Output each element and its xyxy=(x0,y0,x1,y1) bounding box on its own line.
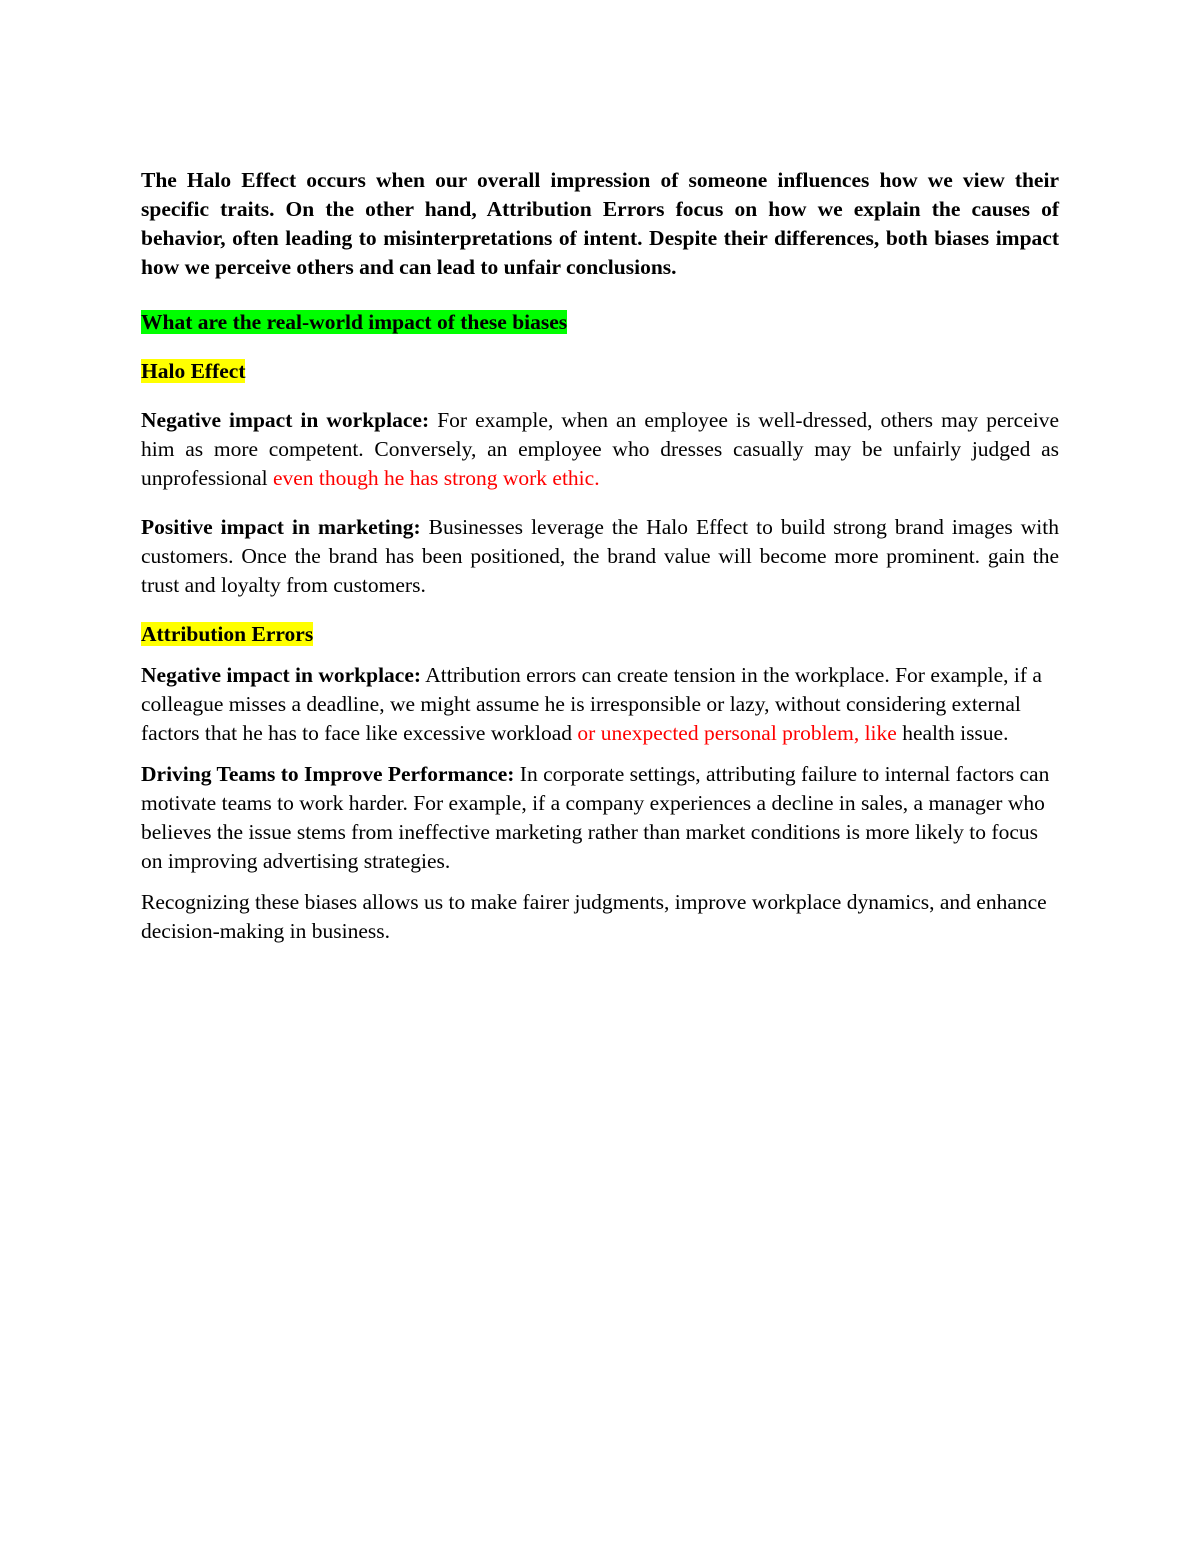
halo-effect-heading-text: Halo Effect xyxy=(141,359,246,383)
attribution-errors-heading-text: Attribution Errors xyxy=(141,622,314,646)
attribution-negative-red-text: or unexpected personal problem, like xyxy=(577,721,897,745)
attribution-negative-tail: health issue. xyxy=(896,721,1009,745)
halo-positive-paragraph xyxy=(141,513,1059,600)
halo-negative-red-text: even though he has strong work ethic. xyxy=(272,466,600,490)
driving-teams-label: Driving Teams to Improve Performance: xyxy=(141,762,515,786)
attribution-negative-label: Negative impact in workplace: xyxy=(141,663,422,687)
main-heading-text: What are the real-world impact of these biases xyxy=(141,310,568,334)
driving-teams-text: In corporate settings, attributing failure to internal factors can motivate teams to work harder. For example, if a company experiences a decline in sales, a manager who believes the issue stems from ineffective marketing rather than market conditions is more likely to focus on improving advertising strategies. xyxy=(141,762,1050,873)
halo-negative-paragraph xyxy=(141,406,1059,493)
halo-positive-text: Businesses leverage the Halo Effect to build strong brand images with customers. Once the brand has been positioned, the brand value will become more prominent. gain the trust and loyalty from customers. xyxy=(141,515,1059,597)
attribution-negative-text: Attribution errors can create tension in the workplace. For example, if a colleague misses a deadline, we might assume he is irresponsible or lazy, without considering external factors that he has to face like excessive workload xyxy=(141,663,1042,745)
halo-effect-heading xyxy=(141,357,1059,386)
halo-positive-label: Positive impact in marketing: xyxy=(141,515,421,539)
document-page xyxy=(141,166,1059,946)
conclusion-paragraph: Recognizing these biases allows us to make fairer judgments, improve workplace dynamics, and enhance decision-making in business. xyxy=(141,890,1047,943)
attribution-negative-paragraph xyxy=(141,661,1059,748)
driving-teams-paragraph xyxy=(141,760,1059,876)
attribution-errors-heading xyxy=(141,620,1059,649)
halo-negative-text: For example, when an employee is well-dressed, others may perceive him as more competent. Conversely, an employee who dresses casually may be unfairly judged as unprofessional xyxy=(141,408,1059,490)
intro-paragraph: The Halo Effect occurs when our overall impression of someone influences how we view their specific traits. On the other hand, Attribution Errors focus on how we explain the causes of behavior, often leading to misinterpretations of intent. Despite their differences, both biases impact how we perceive others and can lead to unfair conclusions. xyxy=(141,168,1059,279)
halo-negative-label: Negative impact in workplace: xyxy=(141,408,430,432)
main-heading xyxy=(141,308,1059,337)
